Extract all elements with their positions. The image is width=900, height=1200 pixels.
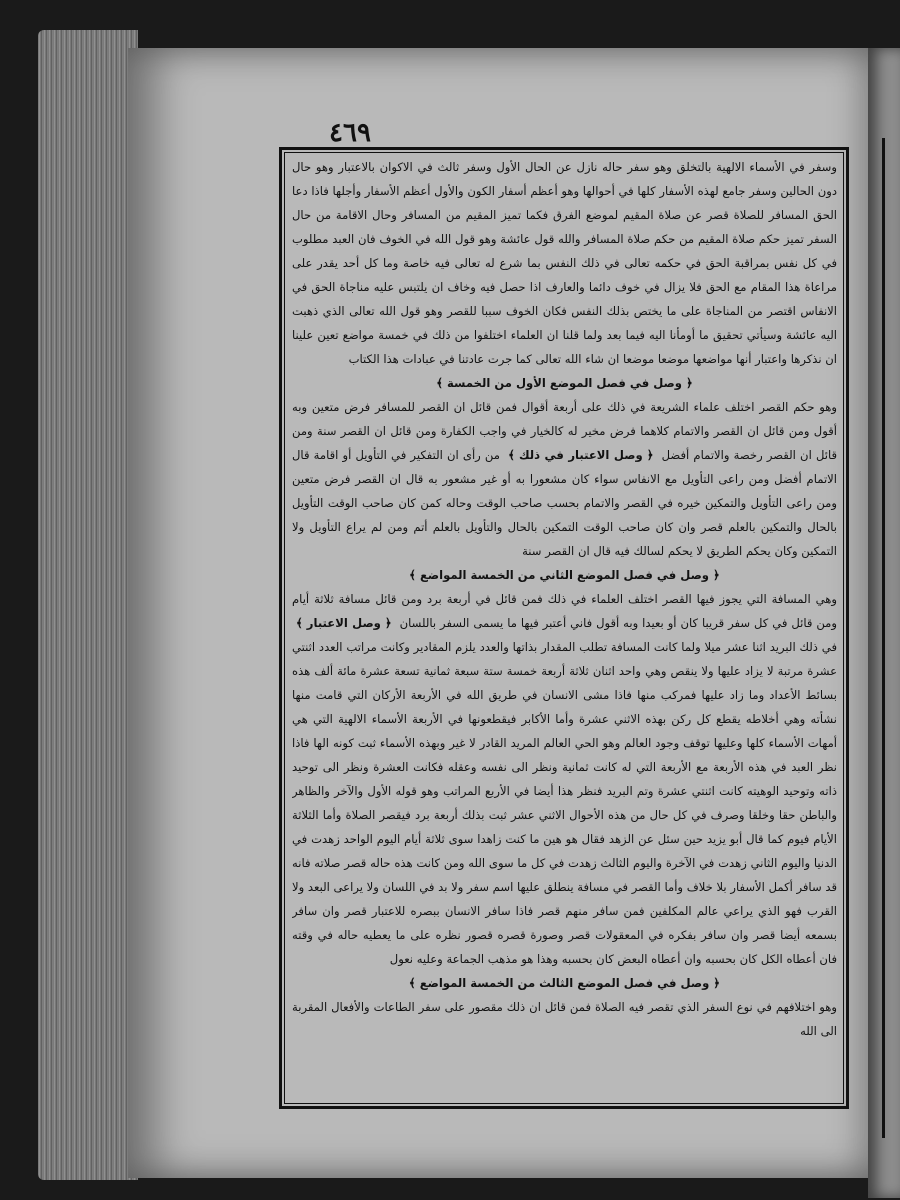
paragraph: وهو حكم القصر اختلف علماء الشريعة في ذلك على أربعة أقوال فمن قائل ان القصر للمسافر فرض متعين وبه أقول ومن قائل ان القصر والاتمام كلاهما فرض مخير له كالخيار في واجب الكفارة ومن قائل ان القصر سنة ومن قائل ان القصر رخصة والاتمام أفضل ﴿وصل الاعتبار في ذلك﴾ من رأى ان التفكير في التأويل أو اقامة قال الاتمام أفضل ومن راعى التأويل مع الانفاس سواء كان مشعورا به أو غير مشعور به قال ان القصر فرض متعين ومن راعى التأويل والتمكين خيره في القصر والاتمام بحسب صاحب الوقت وحاله كمن كان صاحب الوقت التأويل بالحال والتمكين بالعلم قصر وان كان صاحب الوقت التمكين بالحال والتأويل بالعلم أتم ومن لم يراع التأويل ولا التمكين وكان يحكم الطريق لا يحكم لسالك فيه قال ان القصر سنة [292,400,837,558]
paragraph: وهو اختلافهم في نوع السفر الذي تقصر فيه الصلاة فمن قائل ان ذلك مقصور على سفر الطاعات والأفعال المقربة الى الله [292,1000,837,1038]
paragraph: وسفر في الأسماء الالهية بالتخلق وهو سفر حاله نازل عن الحال الأول وسفر ثالث في الاكوان بالاعتبار وهو حال دون الحالين وسفر جامع لهذه الأسفار كلها في أحوالها وهو أعظم أسفار الكون والأول أعظم الأسفار وأجلها فاذا دعا الحق المسافر للصلاة قصر عن صلاة المقيم لموضع الفرق فكما تميز المقيم من المسافر وحال الاقامة من حال السفر تميز حكم صلاة المقيم من حكم صلاة المسافر والله قول عائشة وهو قول الله في الخوف فان العبد مطلوب في كل نفس بمراقبة الحق في حكمه تعالى في ذلك النفس بما شرع له تعالى فيه خاصة وما كل أحد يقدر على مراعاة هذا المقام مع الحق فلا يزال في خوف دائما والعارف اذا حصل فيه وخاف ان يلتبس عليه مناجاة الحق في الانفاس اقتصر من المناجاة على ما يختص بذلك النفس فكان الخوف سببا للقصر وهو قول الله تعالى الذي ذهبت اليه عائشة وسيأتي تحقيق ما أومأنا اليه فيما بعد ولما قلنا ان العلماء اختلفوا من ذلك في خمسة مواضع تعين علينا ان نذكرها واعتبار أنها مواضعها موضعا موضعا ان شاء الله تعالى كما جرت عادتنا في عبادات هذا الكتاب [292,160,837,366]
page-number: ٤٦٩ [329,118,371,148]
section-heading: ﴿وصل في فصل الموضع الثاني من الخمسة المواضع﴾ [409,568,720,582]
section-heading: ﴿وصل في فصل الموضع الأول من الخمسة﴾ [436,376,693,390]
facing-page-frame [882,138,900,1138]
main-text [292,155,837,1100]
section-heading: ﴿وصل في فصل الموضع الثالث من الخمسة المواضع﴾ [408,976,721,990]
book-page-edges [38,30,138,1180]
facing-page-edge [868,48,900,1198]
paragraph: وهي المسافة التي يجوز فيها القصر اختلف العلماء في ذلك فمن قائل في أربعة برد ومن قائل مسافة ثلاثة أيام ومن قائل في كل سفر قريبا كان أو بعيدا وبه أقول فاني أعتبر فيها ما يسمى السفر باللسان ﴿وصل الاعتبار﴾ في ذلك البريد اثنا عشر ميلا ولما كانت المسافة تطلب المقدار بذاتها والعدد يلزم المقادير وكانت مراتب العدد اثنتي عشرة مرتبة لا يزاد عليها ولا ينقص وهي واحد اثنان ثلاثة أربعة خمسة ستة سبعة ثمانية تسعة عشرة مائة ألف هذه بسائط الأعداد وما زاد عليها فمركب منها فاذا مشى الانسان في طريق الله في الأربعة الأركان التي قامت منها نشأته وهي أخلاطه يقطع كل ركن بهذه الاثني عشرة وأما الأكابر فيقطعونها في الأربعة الأسماء الالهية التي هي أمهات الأسماء كلها وعليها توقف وجود العالم وهو الحي العالم المريد القادر لا غير وبهذه الأسماء ثبت كونه الها فاذا نظر العبد في هذه الأربعة مع الأربعة التي له كانت ثمانية ونظر الى نفسه وعقله فكانت العشرة ونظر الى توحيد ذاته وتوحيد الوهيته كانت اثنتي عشرة وتم البريد فنظر هذا أيضا في الأربع المراتب وهو قوله الأول والآخر والظاهر والباطن حقا وخلقا وصرف في كل حال من هذه الأحوال الاثني عشر ثبت بذلك أربعة برد فيقصر الصلاة وأما الثلاثة الأيام فيوم كما قال أبو يزيد حين سئل عن الزهد فقال هو هين ما كنت زاهدا سوى ثلاثة أيام اليوم الواحد زهدت في الدنيا واليوم الثاني زهدت في الآخرة واليوم الثالث زهدت في كل ما سوى الله ومن كانت هذه حاله قصر صلاته فانه قد سافر أكمل الأسفار بلا خلاف وأما القصر في مسافة ينطلق عليها اسم سفر ولا بد في اللسان ولا يراعى البعد ولا القرب فهو الذي يراعي عالم المكلفين فمن سافر منهم قصر فاذا سافر الانسان ببصره للاعتبار قصر وان سافر بسمعه أيضا قصر وان سافر بفكره في المعقولات قصر وصورة قصره قصور نظره على ما يعطيه حاله في وقته فان أعطاه الكل كان بحسبه وان أعطاه البعض كان بحسبه وهذا هو مذهب الجماعة وعليه نعول [292,592,837,966]
inline-heading: وصل الاعتبار في ذلك [518,448,643,462]
inline-heading: وصل الاعتبار [306,616,381,630]
